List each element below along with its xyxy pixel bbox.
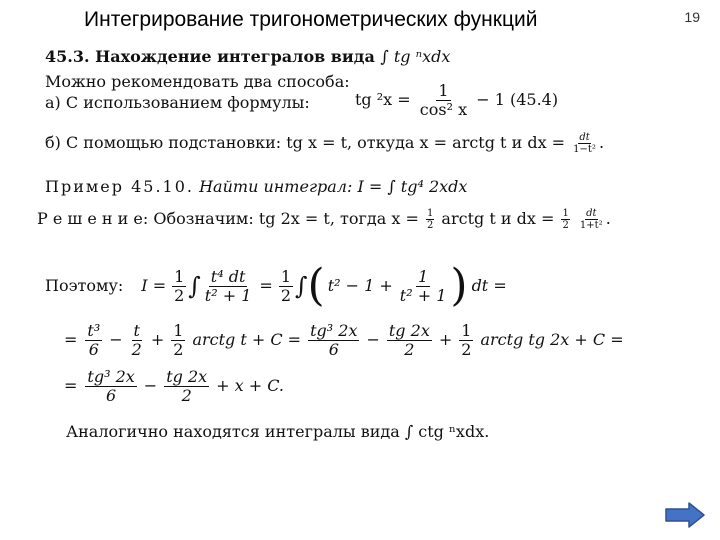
sol-half-den: 2	[426, 220, 434, 231]
eq2-b	[130, 322, 144, 359]
sol-mid: arctg t и dx =	[441, 209, 555, 228]
eq2-minus-2: −	[366, 330, 380, 349]
sol-fraction	[579, 208, 604, 231]
eq1-t2: t² − 1 +	[327, 276, 393, 295]
eq1-integral-sign: ∫	[188, 272, 201, 300]
formula-45-4	[355, 82, 558, 119]
example-integral: I = ∫ tg⁴ 2xdx	[357, 177, 468, 196]
b-end: .	[598, 133, 605, 152]
sol-half2-den: 2	[562, 220, 569, 231]
eq1-f2-den: t² + 1	[399, 285, 447, 305]
eq1-open-paren: (	[307, 260, 325, 311]
sol-end: .	[605, 209, 611, 228]
eq1-half	[172, 268, 186, 305]
eq1-f-num: t⁴ dt	[210, 266, 246, 286]
b-line	[45, 132, 604, 155]
eq1-eq: =	[259, 276, 273, 295]
eq3-minus: −	[143, 376, 158, 395]
b-fraction	[572, 132, 597, 155]
eq1-tail: dt =	[471, 276, 507, 295]
eq1-half-num: 1	[174, 266, 185, 286]
example-task: Найти интеграл:	[199, 177, 353, 196]
eq1-I: I =	[141, 276, 167, 295]
eq1-half2-num: 1	[280, 266, 291, 286]
eq3-b-den: 2	[181, 385, 192, 405]
arrow-right-icon[interactable]	[665, 502, 705, 528]
eq2-f-num: 1	[461, 320, 472, 340]
eq2-f	[459, 322, 473, 359]
section-integral: ∫ tg ⁿxdx	[380, 47, 451, 66]
eq2-minus: −	[109, 330, 123, 349]
eq2-plus-2: +	[438, 330, 453, 349]
therefore-label: Поэтому:	[45, 276, 124, 295]
closing-text: Аналогично находятся интегралы вида ∫ ctg ⁿxdx.	[66, 422, 490, 441]
eq2-d-num: tg³ 2x	[310, 320, 358, 340]
eq2-f-den: 2	[461, 339, 472, 359]
eq2-b-den: 2	[131, 339, 142, 359]
eq1-fraction	[203, 268, 254, 305]
formula-den: cos² x	[419, 100, 468, 119]
sol-half-num: 1	[426, 208, 434, 219]
eq3-lead: =	[64, 376, 78, 395]
example-line	[45, 177, 467, 197]
eq2-lead: =	[64, 330, 78, 349]
eq1-fraction-2	[398, 268, 449, 305]
eq2-d-den: 6	[328, 339, 339, 359]
eq2-mid: arctg t + C =	[192, 330, 302, 349]
eq3-tail: + x + C.	[216, 376, 285, 395]
eq1-half2-den: 2	[280, 285, 291, 305]
example-label: Пример 45.10.	[45, 177, 194, 196]
eq2-tail: arctg tg 2x + C =	[480, 330, 624, 349]
eq2-c-den: 2	[173, 339, 184, 359]
eq2-a	[85, 322, 102, 359]
b-frac-den: 1−t²	[573, 144, 596, 155]
eq3-a-num: tg³ 2x	[87, 366, 135, 386]
eq2-e-den: 2	[404, 339, 415, 359]
sol-half	[426, 208, 434, 231]
eq2-a-den: 6	[88, 339, 99, 359]
sol-half2-num: 1	[562, 208, 569, 219]
solution-line	[37, 208, 611, 231]
formula-lhs: tg ²x =	[355, 90, 411, 109]
solution-label: Р е ш е н и е:	[37, 209, 149, 228]
eq1-half-den: 2	[174, 285, 185, 305]
eq2-a-num: t³	[87, 320, 101, 340]
b-frac-num: dt	[579, 132, 590, 143]
eq1-half-2	[279, 268, 293, 305]
eq1-close-paren: )	[450, 260, 468, 311]
formula-fraction	[418, 82, 469, 119]
eq2-b-num: t	[133, 320, 140, 340]
equation-2	[64, 316, 624, 364]
eq3-a-den: 6	[106, 385, 117, 405]
eq2-plus: +	[150, 330, 165, 349]
eq3-b	[164, 368, 209, 405]
slide-title: Интегрирование тригонометрических функций	[84, 8, 538, 31]
eq2-c	[171, 322, 185, 359]
eq1-f2-num: 1	[417, 266, 429, 286]
eq3-a	[85, 368, 136, 405]
eq1-f-den: t² + 1	[204, 285, 252, 305]
a-label: а) С использованием формулы:	[45, 93, 310, 112]
sol-frac-den: 1+t²	[579, 220, 603, 231]
equation-1	[45, 262, 507, 310]
formula-num: 1	[438, 81, 449, 100]
eq2-d	[308, 322, 359, 359]
eq2-c-num: 1	[173, 320, 184, 340]
formula-tail: − 1 (45.4)	[476, 90, 559, 109]
b-label: б) С помощью подстановки: tg x = t, откуда x = arctg t и dx =	[45, 133, 566, 152]
section-heading-line	[45, 47, 450, 67]
equation-3	[64, 362, 284, 410]
page-number: 19	[684, 9, 700, 25]
eq2-e-num: tg 2x	[388, 320, 430, 340]
section-heading: 45.3. Нахождение интегралов вида	[45, 47, 375, 66]
sol-frac-num: dt	[586, 208, 597, 219]
intro-text: Можно рекомендовать два способа:	[45, 72, 350, 91]
eq1-integral-sign-2: ∫	[295, 272, 308, 300]
solution-text: Обозначим: tg 2x = t, тогда x =	[153, 209, 419, 228]
eq2-e	[387, 322, 432, 359]
sol-half-2	[561, 208, 569, 231]
eq3-b-num: tg 2x	[166, 366, 208, 386]
